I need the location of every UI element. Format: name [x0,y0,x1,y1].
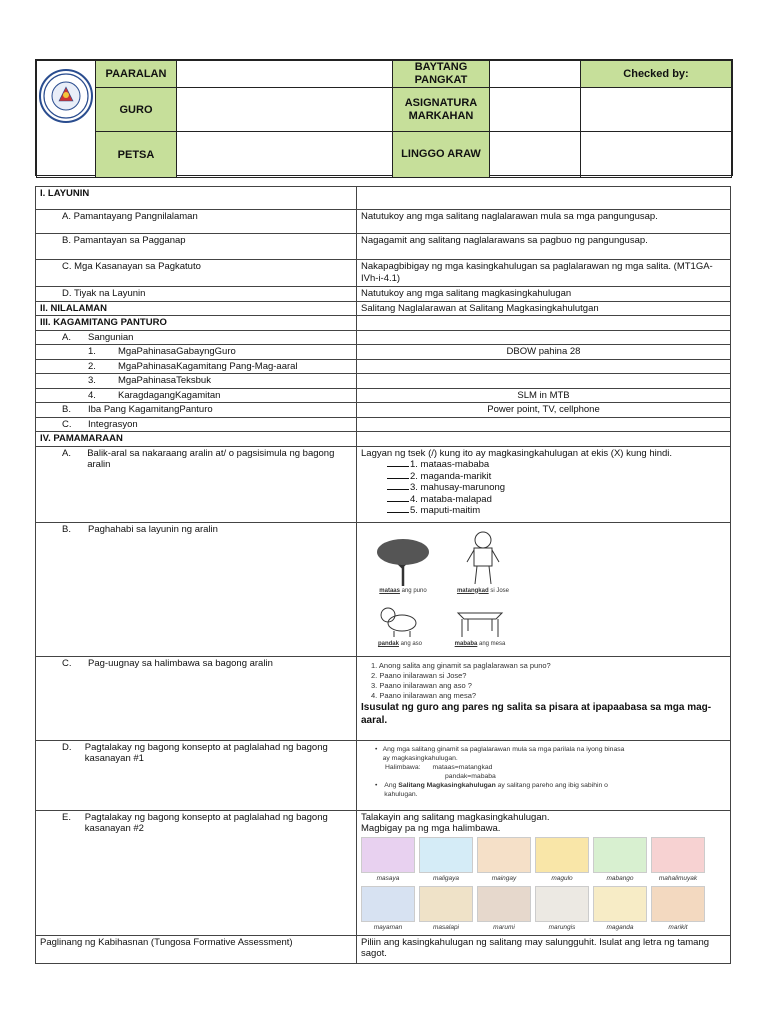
seal-cell-bottom [37,132,96,178]
linggo-field[interactable] [490,132,581,178]
pretty-woman-icon [593,886,647,922]
noisy-crowd-icon [477,837,531,873]
pamamaraan-a-letter: A. [62,447,71,459]
happy-kids-icon [419,837,473,873]
pamamaraan-e-letter: E. [62,811,71,823]
synonym-pictures-row2 [361,886,726,934]
e-caption: masalapi [432,924,459,931]
d-bullet2-pre: Ang [384,781,399,789]
a-item-text: 2. maganda-marikit [410,470,492,482]
pamamaraan-b-letter: B. [62,523,71,535]
kagamitan-b-value: Power point, TV, cellphone [357,403,731,418]
d-bullet2-post: ay salitang pareho ang ibig sabihin o kahulugan. [384,781,608,798]
item-label: KaragdagangKagamitan [118,389,221,401]
kagamitan-item-row [36,345,357,360]
a-item [387,482,726,494]
item-num: 2. [88,360,96,372]
happy-kids-icon [361,837,415,873]
section-layunin-title: I. LAYUNIN [36,187,357,210]
layunin-a-label: A. Pamantayang Pangnilalaman [36,210,357,234]
pamamaraan-b-row [36,522,357,656]
kagamitan-b-row [36,403,357,418]
dog-icon [376,605,424,639]
baytang-field[interactable] [490,61,581,88]
item-label: MgaPahinasaKagamitang Pang-Mag-aaral [118,360,298,372]
e-caption: maingay [491,874,517,882]
c-note: Isusulat ng guro ang pares ng salita sa pisara at ipapaabasa sa mga mag-aaral. [361,701,712,726]
pic-caption: ang puno [399,587,427,594]
e-caption: mayaman [373,924,403,931]
layunin-b-label: B. Pamantayan sa Pagganap [36,234,357,260]
d-bullet1: Ang mga salitang ginamit sa paglalarawan mula sa mga parilala na iyong binasa ay magkasingkahulugan. [382,745,625,762]
e-caption: marumi [493,924,515,931]
c-question: 2. Paano inilarawan si Jose? [371,670,467,680]
smell-icon [651,837,705,873]
a-instruction: Lagyan ng tsek (/) kung ito ay magkasingkahulugan at ekis (X) kung hindi. [361,447,673,459]
item-value [357,359,731,374]
item-label: MgaPahinasaGabayngGuro [118,346,236,357]
money-icon [419,886,473,922]
pamamaraan-e-label: Pagtalakay ng bagong konsepto at paglalahad ng bagong kasanayan #2 [84,811,328,834]
pic-caption: si Jose [488,587,509,594]
d-bullet2-bold: Salitang Magkasingkahulugan [398,781,496,789]
item-num: 3. [88,375,96,386]
kagamitan-c-letter: C. [62,418,72,430]
pamamaraan-a-row [36,446,357,522]
guro-field[interactable] [177,88,393,132]
checked-by-label: Checked by: [581,61,732,88]
dirty-kid-icon [477,886,531,922]
e-caption: mahalimuyak [658,874,698,882]
deped-seal-icon [39,69,93,123]
e-line2: Magbigay pa ng mga halimbawa. [361,823,501,834]
kagamitan-a-row [36,330,357,345]
paglinang-label: Paglinang ng Kabihasnan (Tungosa Formative Assessment) [36,935,357,963]
item-num: 4. [88,389,96,401]
paaralan-field[interactable] [177,61,393,88]
pamamaraan-a-content [357,446,731,522]
lesson-plan-table [35,186,731,964]
item-num: 1. [88,346,96,357]
asignatura-field[interactable] [490,88,581,132]
e-line1: Talakayin ang salitang magkasingkahulugan. [361,811,550,823]
pamamaraan-d-label: Pagtalakay ng bagong konsepto at paglalahad ng bagong kasanayan #1 [84,741,328,764]
messy-icon [535,837,589,873]
d-example: mataas=matangkad [432,763,493,771]
pic-caption: ang mesa [477,641,506,647]
d-example: pandak=mababa [445,772,496,780]
a-item-text: 1. mataas-mababa [410,459,490,470]
e-caption: marungis [548,924,576,931]
pamamaraan-b-content [357,522,731,656]
flower-icon [593,837,647,873]
pamamaraan-c-row [36,656,357,740]
guro-label: GURO [96,88,177,132]
e-caption: magulo [551,874,573,882]
kagamitan-a-label: Sangunian [88,331,134,343]
money-icon [361,886,415,922]
pamamaraan-e-row [36,810,357,935]
d-halimbawa: Halimbawa: [385,763,421,771]
nilalaman-value: Salitang Naglalarawan at Salitang Magkasingkahulutgan [357,301,731,316]
e-caption: mabango [606,874,634,882]
a-item-text: 4. mataba-malapad [410,493,492,505]
table-icon [454,605,506,639]
layunin-a-value: Natutukoy ang mga salitang naglalarawan mula sa mga pangungusap. [357,210,731,234]
linggo-label: LINGGO ARAW [393,132,490,178]
c-question: 3. Paano inilarawan ang aso ? [371,680,472,690]
boy-picture [457,530,509,598]
paglinang-value: Piliin ang kasingkahulugan ng salitang may salungguhit. Isulat ang letra ng tamang sagot. [357,935,731,963]
e-caption: marikit [668,924,688,931]
item-value [357,374,731,389]
asignatura-label: ASIGNATURA MARKAHAN [393,88,490,132]
kagamitan-item-row [36,359,357,374]
section-pamamaraan-title: IV. PAMAMARAAN [36,432,357,447]
petsa-label: PETSA [96,132,177,178]
layunin-c-label: C. Mga Kasanayan sa Pagkatuto [36,260,357,287]
dirty-kid-icon [535,886,589,922]
pamamaraan-e-content [357,810,731,935]
item-label: MgaPahinasaTeksbuk [118,375,211,386]
dog-picture [376,605,424,651]
pic-word: mataas [379,587,400,594]
e-caption: maganda [606,924,634,931]
tree-icon [373,534,433,586]
layunin-c-value: Nakapagbibigay ng mga kasingkahulugan sa paglalarawan ng mga salita. (MT1GA-IVh-i-4.1) [357,260,731,287]
paaralan-label: PAARALAN [96,61,177,88]
item-value: DBOW pahina 28 [357,345,731,360]
a-item [387,471,726,483]
pamamaraan-c-letter: C. [62,657,72,669]
petsa-field[interactable] [177,132,393,178]
pic-caption: ang aso [398,641,423,647]
seal-cell [37,61,96,132]
pamamaraan-a-label: Balik-aral sa nakaraang aralin at/ o pagsisimula ng bagong aralin [87,447,335,470]
section-kagamitan-title: III. KAGAMITANG PANTURO [36,316,357,331]
header-table [35,59,733,176]
tree-picture [373,534,433,598]
pretty-woman-icon [651,886,705,922]
e-caption: masaya [376,874,400,882]
section-nilalaman-title: II. NILALAMAN [36,301,357,316]
kagamitan-c-row [36,417,357,432]
kagamitan-item-row [36,388,357,403]
pic-word: mababa [454,641,478,647]
a-item [387,494,726,506]
pamamaraan-d-letter: D. [62,741,72,753]
pic-word: matangkad [456,587,489,594]
layunin-d-value: Natutukoy ang mga salitang magkasingkahulugan [357,287,731,302]
pamamaraan-d-row [36,740,357,810]
kagamitan-item-row [36,374,357,389]
layunin-d-label: D. Tiyak na Layunin [36,287,357,302]
a-item [387,459,726,471]
pamamaraan-b-label: Paghahabi sa layunin ng aralin [88,523,218,535]
pamamaraan-d-content: • Ang mga salitang ginamit sa paglalarawan mula sa mga parilala na iyong binasa ay magkasingkahulugan. Halimbawa: mataas=matangkad pandak=mababa • Ang Salitang Magkasingkahulugan ay salitang pareho ang ibig sabihin o kahulugan. [357,740,731,810]
baytang-label: BAYTANG PANGKAT [393,61,490,88]
boy-icon [465,530,501,586]
pamamaraan-c-content [357,656,731,740]
a-item-text: 5. maputi-maitim [410,505,481,516]
a-item-text: 3. mahusay-marunong [410,482,506,493]
table-picture [454,605,506,651]
pamamaraan-c-label: Pag-uugnay sa halimbawa sa bagong aralin [88,657,273,669]
layunin-b-value: Nagagamit ang salitang naglalarawans sa pagbuo ng pangungusap. [357,234,731,260]
kagamitan-a-letter: A. [62,331,71,343]
checked-by-field[interactable] [581,88,732,132]
c-question: 1. Anong salita ang ginamit sa paglalarawan sa puno? [371,660,551,670]
pic-word: pandak [377,641,399,647]
checked-by-sign-field[interactable] [581,132,732,178]
kagamitan-c-label: Integrasyon [88,418,138,430]
a-item [387,505,726,517]
item-value: SLM in MTB [357,388,731,403]
c-question: 4. Paano inilarawan ang mesa? [371,690,477,700]
kagamitan-b-label: Iba Pang KagamitangPanturo [88,404,213,415]
kagamitan-b-letter: B. [62,404,71,415]
synonym-pictures-row1 [361,837,726,885]
e-caption: maligaya [432,874,459,882]
